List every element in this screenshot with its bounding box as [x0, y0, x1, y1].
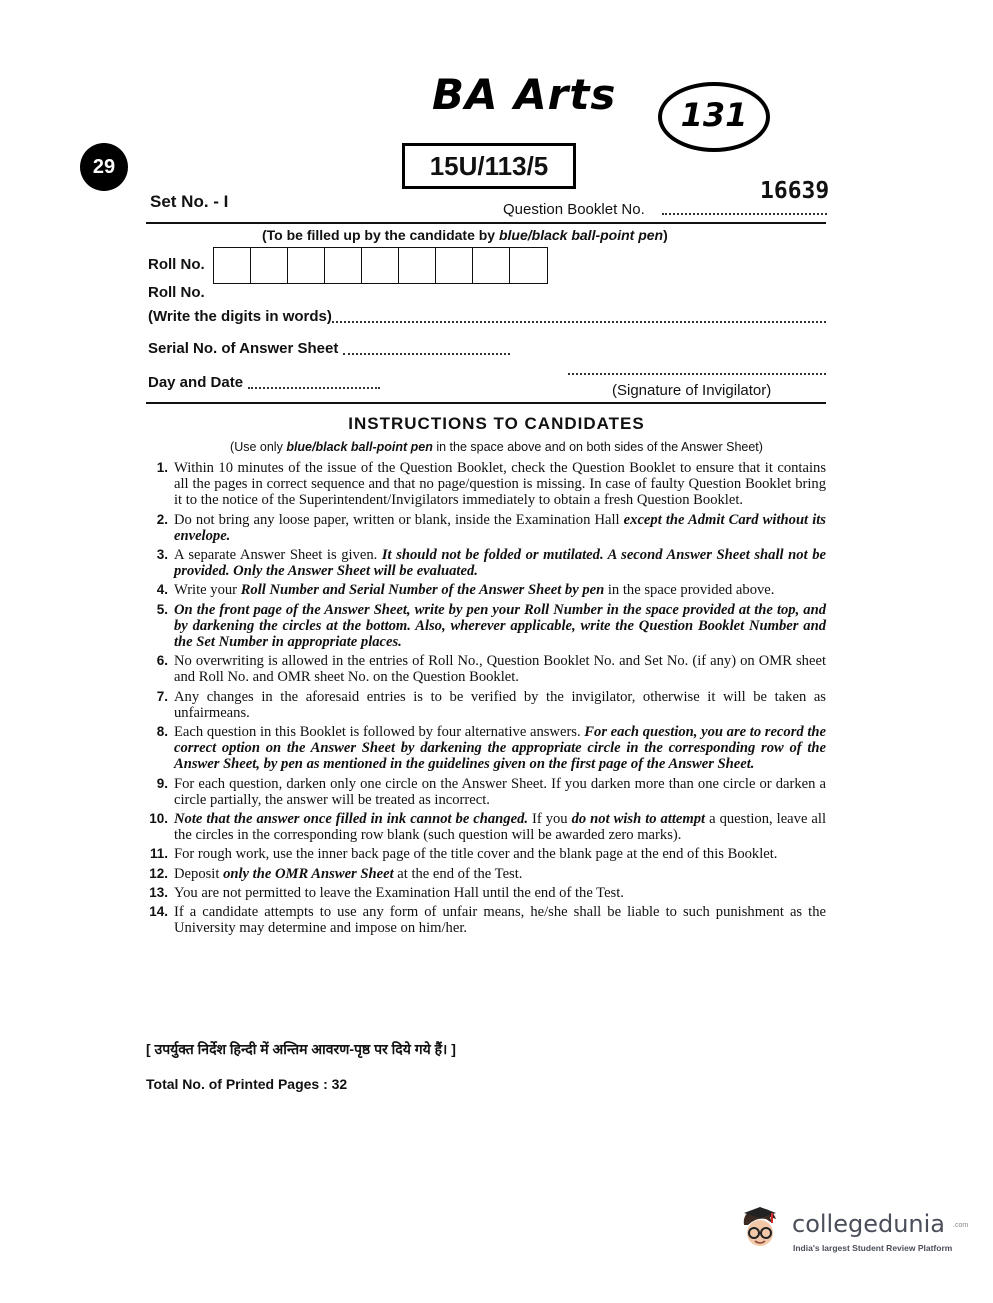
roll-no-digit-box[interactable] [288, 248, 325, 283]
corner-mark: 29 [80, 143, 128, 191]
day-date-field[interactable] [248, 387, 380, 389]
roll-no-words-field[interactable] [332, 321, 826, 323]
handwritten-code-circle: 131 [658, 82, 770, 152]
question-booklet-label: Question Booklet No. [503, 201, 645, 218]
signature-label: (Signature of Invigilator) [612, 382, 772, 399]
instruction-text: For each question, darken only one circle on the Answer Sheet. If you darken more than one circle or darken a circle partially, the answer will be treated as incorrect. [174, 775, 826, 808]
instruction-text: Each question in this Booklet is followed by four alternative answers. For each question, you are to record the correct option on the Answer Sheet by darkening the appropriate circle in the corresponding row of the Answer Sheet, by pen as mentioned in the guidelines given on the first page of the Answer Sheet. [174, 724, 826, 773]
instruction-item [146, 512, 826, 544]
instruction-number: 1. [156, 460, 168, 475]
instruction-text: For rough work, use the inner back page of the title cover and the blank page at the end of this Booklet. [174, 846, 778, 863]
roll-no-words-hint: (Write the digits in words) [148, 308, 332, 325]
question-booklet-dotted-line [662, 213, 827, 215]
instruction-text: Write your Roll Number and Serial Number of the Answer Sheet by pen in the space provided above. [174, 582, 775, 599]
roll-no-digit-box[interactable] [510, 248, 547, 283]
instruction-item [146, 866, 826, 882]
instruction-text: Note that the answer once filled in ink cannot be changed. If you do not wish to attempt a question, leave all the circles in the corresponding row blank (such question will be awarded zero marks). [174, 811, 827, 844]
instructions-title: INSTRUCTIONS TO CANDIDATES [348, 414, 645, 433]
roll-no-digit-box[interactable] [399, 248, 436, 283]
instruction-item [146, 885, 826, 901]
instruction-number: 13. [149, 884, 168, 900]
roll-no-digit-box[interactable] [473, 248, 510, 283]
roll-no-words-label: Roll No. [148, 284, 205, 301]
instruction-item [146, 811, 826, 843]
instruction-text: Do not bring any loose paper, written or blank, inside the Examination Hall except the Admit Card without its envelope. [174, 511, 826, 544]
handwritten-title: BA Arts [432, 70, 617, 119]
instructions-subtitle: (Use only blue/black ball-point pen in the space above and on both sides of the Answer Sheet) [230, 440, 763, 454]
paper-code: 15U/113/5 [402, 143, 576, 189]
instruction-number: 10. [149, 811, 168, 827]
instruction-number: 12. [149, 865, 168, 881]
instruction-text: Any changes in the aforesaid entries is to be verified by the invigilator, otherwise it will be taken as unfairmeans. [174, 688, 826, 721]
instruction-number: 7. [156, 688, 168, 704]
serial-no-label: Serial No. of Answer Sheet [148, 340, 339, 357]
instruction-item [146, 846, 826, 862]
set-number: Set No. - I [150, 192, 229, 211]
header-rule [146, 222, 826, 224]
instruction-number: 11. [149, 846, 168, 862]
hindi-note: [ उपर्युक्त निर्देश हिन्दी में अन्तिम आवरण-पृष्ठ पर दिये गये हैं। ] [146, 1041, 456, 1057]
instruction-item [146, 776, 826, 808]
instruction-text: Within 10 minutes of the issue of the Question Booklet, check the Question Booklet to ensure that it contains all the pages in correct sequence and that no page/question is missing. In case of faulty Question Booklet bring it to the notice of the Superintendent/Invigilators immediately to obtain a fresh Question Booklet. [174, 460, 826, 509]
instruction-item [146, 653, 826, 685]
form-rule [146, 402, 826, 404]
collegedunia-logo-icon [738, 1205, 782, 1253]
total-pages: Total No. of Printed Pages : 32 [146, 1076, 348, 1092]
instruction-text: A separate Answer Sheet is given. It should not be folded or mutilated. A second Answer Sheet shall not be provided. Only the Answer Sheet will be evaluated. [174, 547, 826, 580]
roll-no-digit-box[interactable] [325, 248, 362, 283]
instruction-text: If a candidate attempts to use any form of unfair means, he/she shall be liable to such punishment as the University may determine and impose on him/her. [174, 904, 826, 937]
roll-no-digit-box[interactable] [436, 248, 473, 283]
instruction-text: No overwriting is allowed in the entries of Roll No., Question Booklet No. and Set No. (if any) on OMR sheet and Roll No. and OMR sheet No. on the Question Booklet. [174, 653, 826, 686]
instruction-number: 9. [156, 775, 168, 791]
instruction-text: You are not permitted to leave the Examination Hall until the end of the Test. [174, 884, 624, 901]
instruction-number: 8. [156, 724, 168, 740]
instruction-number: 3. [156, 547, 168, 563]
instruction-number: 14. [149, 904, 168, 920]
instruction-text: Deposit only the OMR Answer Sheet at the end of the Test. [174, 865, 523, 882]
serial-no-field[interactable] [343, 353, 510, 355]
instructions-list [146, 460, 826, 939]
roll-no-label: Roll No. [148, 256, 205, 273]
instruction-number: 6. [156, 653, 168, 669]
instruction-item [146, 724, 826, 773]
signature-field[interactable] [568, 373, 826, 375]
collegedunia-logo-text: collegedunia [792, 1210, 946, 1238]
instruction-item [146, 547, 826, 579]
collegedunia-logo-domain: .com [953, 1222, 969, 1229]
instruction-item [146, 582, 826, 598]
instruction-text: On the front page of the Answer Sheet, write by pen your Roll Number in the space provided at the top, and by darkening the circles at the bottom. Also, wherever applicable, write the Question Booklet Number and the Set Number in appropriate places. [174, 601, 826, 651]
roll-no-boxes[interactable] [213, 247, 548, 284]
instruction-item [146, 689, 826, 721]
instruction-item [146, 904, 826, 936]
day-date-label: Day and Date [148, 374, 244, 391]
collegedunia-tagline: India's largest Student Review Platform [793, 1243, 953, 1253]
instruction-number: 5. [156, 601, 168, 617]
roll-no-digit-box[interactable] [214, 248, 251, 283]
booklet-number: 16639 [760, 178, 830, 204]
roll-no-digit-box[interactable] [251, 248, 288, 283]
fill-instruction-note: (To be filled up by the candidate by blue/black ball-point pen) [262, 227, 668, 243]
instruction-number: 2. [156, 511, 168, 527]
instruction-number: 4. [156, 582, 168, 598]
roll-no-digit-box[interactable] [362, 248, 399, 283]
instruction-item [146, 460, 826, 509]
instruction-item [146, 602, 826, 651]
